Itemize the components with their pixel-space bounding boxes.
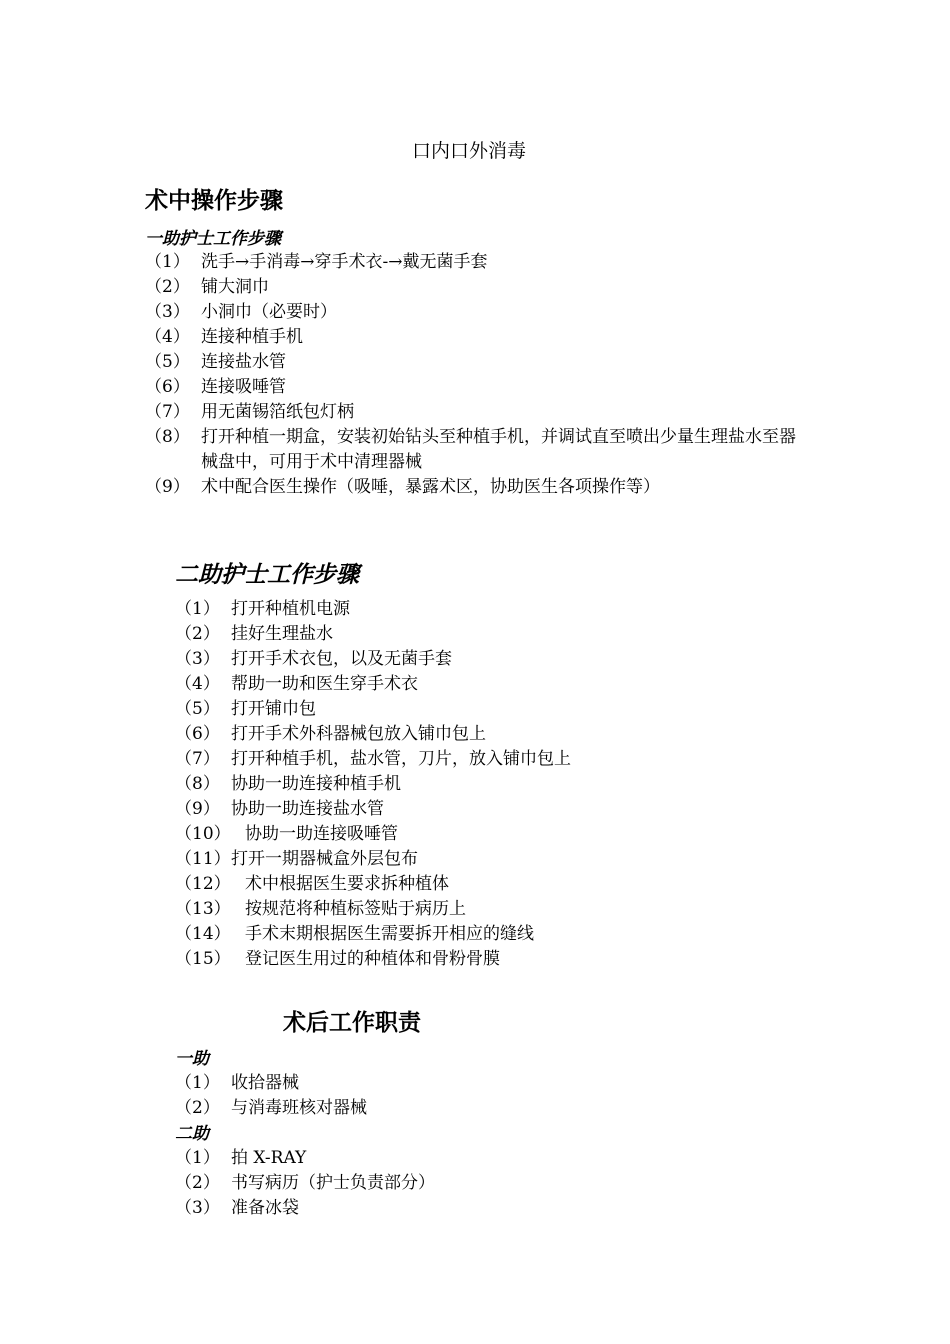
subheading-first-assistant: 一助护士工作步骤 <box>145 229 281 249</box>
list-item <box>145 350 825 375</box>
list-item <box>145 400 825 425</box>
item-text: 连接盐水管 <box>201 352 286 372</box>
item-text: 与消毒班核对器械 <box>231 1098 367 1118</box>
item-number: （2） <box>175 1098 220 1118</box>
item-text: 登记医生用过的种植体和骨粉骨膜 <box>245 949 500 969</box>
list-item <box>175 922 825 947</box>
list-item <box>175 747 825 772</box>
item-text: 书写病历（护士负责部分） <box>231 1173 435 1193</box>
first-assistant-steps-list <box>145 250 825 500</box>
list-item <box>175 847 825 872</box>
item-text: 收拾器械 <box>231 1073 299 1093</box>
item-number: （1） <box>175 599 220 619</box>
list-item <box>175 1096 775 1121</box>
list-item <box>175 672 825 697</box>
item-number: （10） <box>175 824 231 844</box>
list-item <box>175 1146 775 1171</box>
list-item <box>145 425 825 475</box>
item-number: （8） <box>145 427 190 447</box>
list-item <box>175 597 825 622</box>
item-text: 协助一助连接吸唾管 <box>245 824 398 844</box>
list-item <box>175 1171 775 1196</box>
list-item <box>145 250 825 275</box>
group-label-second-assistant: 二助 <box>175 1124 209 1144</box>
item-text: 打开一期器械盒外层包布 <box>231 849 418 869</box>
item-text: 术中根据医生要求拆种植体 <box>245 874 449 894</box>
list-item <box>175 797 825 822</box>
postop-first-assistant-list <box>175 1071 775 1121</box>
item-text: 挂好生理盐水 <box>231 624 333 644</box>
section-heading-intraop: 术中操作步骤 <box>145 188 283 214</box>
item-text: 连接吸唾管 <box>201 377 286 397</box>
item-number: （14） <box>175 924 231 944</box>
list-item <box>175 697 825 722</box>
item-number: （15） <box>175 949 231 969</box>
list-item <box>175 722 825 747</box>
item-text: 帮助一助和医生穿手术衣 <box>231 674 418 694</box>
list-item <box>145 300 825 325</box>
item-text: 准备冰袋 <box>231 1198 299 1218</box>
second-assistant-steps-list <box>175 597 825 972</box>
document-title: 口内口外消毒 <box>411 140 526 162</box>
list-item <box>175 647 825 672</box>
item-number: （1） <box>175 1148 220 1168</box>
item-text: 打开手术衣包，以及无菌手套 <box>231 649 452 669</box>
item-number: （13） <box>175 899 231 919</box>
item-text: 连接种植手机 <box>201 327 303 347</box>
list-item <box>175 947 825 972</box>
item-number: （1） <box>175 1073 220 1093</box>
item-number: （8） <box>175 774 220 794</box>
section-heading-postop: 术后工作职责 <box>283 1010 421 1036</box>
list-item <box>175 897 825 922</box>
item-text: 拍 X-RAY <box>231 1148 307 1168</box>
item-number: （5） <box>145 352 190 372</box>
list-item <box>175 822 825 847</box>
item-text: 术中配合医生操作（吸唾，暴露术区，协助医生各项操作等） <box>201 477 660 497</box>
item-text: 协助一助连接盐水管 <box>231 799 384 819</box>
list-item <box>145 325 825 350</box>
item-number: （12） <box>175 874 231 894</box>
item-text: 打开种植一期盒，安装初始钻头至种植手机，并调试直至喷出少量生理盐水至器械盘中，可用于术中清理器械 <box>201 427 796 472</box>
item-number: （2） <box>175 624 220 644</box>
item-number: （9） <box>145 477 190 497</box>
item-text: 小洞巾（必要时） <box>201 302 337 322</box>
item-number: （3） <box>145 302 190 322</box>
item-number: （9） <box>175 799 220 819</box>
postop-second-assistant-list <box>175 1146 775 1221</box>
item-number: （11） <box>175 849 231 869</box>
item-text: 洗手→手消毒→穿手术衣-→戴无菌手套 <box>201 252 488 272</box>
list-item <box>175 772 825 797</box>
item-number: （2） <box>145 277 190 297</box>
item-text: 手术末期根据医生需要拆开相应的缝线 <box>245 924 534 944</box>
item-number: （2） <box>175 1173 220 1193</box>
item-number: （4） <box>145 327 190 347</box>
item-text: 打开种植机电源 <box>231 599 350 619</box>
list-item <box>175 1196 775 1221</box>
item-text: 打开手术外科器械包放入铺巾包上 <box>231 724 486 744</box>
item-text: 打开铺巾包 <box>231 699 316 719</box>
group-label-first-assistant: 一助 <box>175 1049 209 1069</box>
item-number: （5） <box>175 699 220 719</box>
item-number: （4） <box>175 674 220 694</box>
subheading-second-assistant: 二助护士工作步骤 <box>175 561 359 588</box>
list-item <box>175 872 825 897</box>
item-number: （7） <box>175 749 220 769</box>
item-number: （3） <box>175 1198 220 1218</box>
item-text: 协助一助连接种植手机 <box>231 774 401 794</box>
item-number: （3） <box>175 649 220 669</box>
item-text: 打开种植手机，盐水管，刀片，放入铺巾包上 <box>231 749 571 769</box>
list-item <box>175 622 825 647</box>
item-text: 用无菌锡箔纸包灯柄 <box>201 402 354 422</box>
item-text: 铺大洞巾 <box>201 277 269 297</box>
item-number: （7） <box>145 402 190 422</box>
item-number: （6） <box>175 724 220 744</box>
list-item <box>145 275 825 300</box>
item-number: （1） <box>145 252 190 272</box>
list-item <box>145 375 825 400</box>
item-text: 按规范将种植标签贴于病历上 <box>245 899 466 919</box>
item-number: （6） <box>145 377 190 397</box>
list-item <box>145 475 825 500</box>
list-item <box>175 1071 775 1096</box>
